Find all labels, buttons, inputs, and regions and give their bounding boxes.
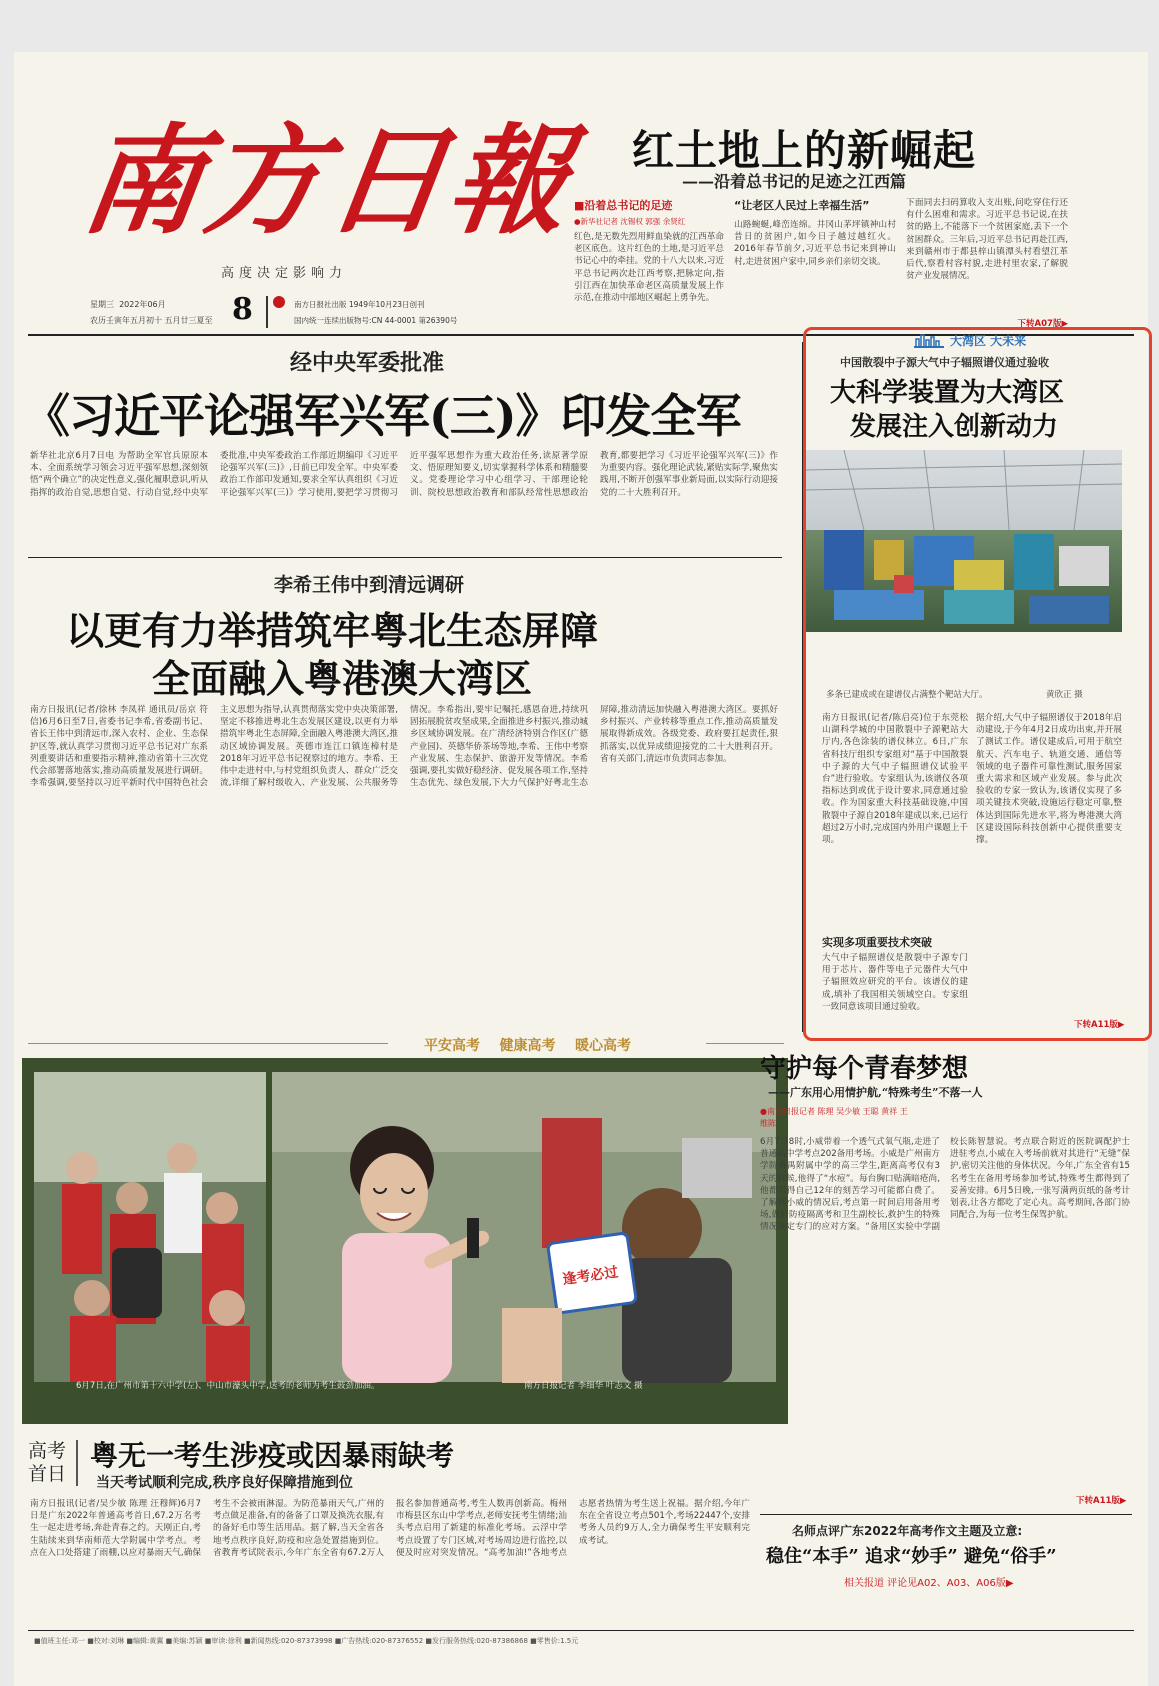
weekday: 星期三 [90, 300, 114, 309]
lead-headline: 《习近平论强军兴军(三)》印发全军 [24, 389, 741, 443]
bay-kicker: 中国散裂中子源大气中子辐照谱仪通过验收 [840, 356, 1049, 369]
bay-area-label: 大湾区 大未来 [950, 334, 1027, 348]
banner-rule-left [28, 1043, 388, 1044]
bay-headline-2: 发展注入创新动力 [850, 412, 1059, 442]
second-headline-2: 全面融入粤港澳大湾区 [152, 656, 533, 701]
top-story-subhead: ——沿着总书记的足迹之江西篇 [682, 172, 907, 191]
bay-text-b: 大气中子辐照谱仪是散裂中子源专门用于芯片、器件等电子元器件大气中子辐照效应研究的平台。该谱仪的建成,填补了我国相关领域空白。专家组一致同意该项目通过验收。 [822, 953, 968, 1012]
masthead-slogan: 高度决定影响力 [221, 266, 348, 281]
top-story-headline: 红土地上的新崛起 [632, 126, 977, 175]
commentary-headline: 稳住“本手” 追求“妙手” 避免“俗手” [766, 1546, 1057, 1567]
exam-subhead: 当天考试顺利完成,秩序良好保障措施到位 [96, 1475, 353, 1491]
gaokao-photo-credit: 南方日报记者 李细华 叶志文 摄 [524, 1381, 643, 1391]
top-story-col3 [906, 197, 1068, 329]
second-headline-1: 以更有力举措筑牢粤北生态屏障 [66, 608, 599, 653]
exam-label [28, 1440, 66, 1486]
bay-headline-1: 大科学装置为大湾区 [830, 378, 1065, 408]
bay-subhead: 实现多项重要技术突破 [822, 936, 932, 949]
banner-item: 健康高考 [499, 1038, 556, 1054]
footer-rule [28, 1630, 1134, 1631]
gaokao-photo [22, 1058, 788, 1424]
top-story-byline: ●新华社记者 沈锡权 郭强 余贤红 [574, 217, 686, 226]
second-text: 南方日报讯(记者/徐林 李凤祥 通讯员/岳京 符信)6月6日至7日,省委书记李希,省委副书记、省长王伟中到清远市,深入农村、企业、生态保护区等,就认真学习贯彻习近平总书记对广东系列重要讲话和重要指示精神,推动省第十三次党代会部署落地落实,推动高质量发展进行调研。李希强调,要坚持以习近平新时代中国特色社会主义思想为指导,认真贯彻落实党中央决策部署,坚定不移推进粤北生态发展区建设,以更有力举措筑牢粤北生态屏障,全面融入粤港澳大湾区,推动区域协调发展。英德市连江口镇连樟村是2018年习近平总书记视察过的地方。李希、王伟中走进村中,与村党组织负责人、群众广泛交流,详细了解村级收入、产业发展、公共服务等情况。李希指出,要牢记嘱托,感恩奋进,持续巩固拓展脱贫攻坚成果,全面推进乡村振兴,推动城乡区域协调发展。在广清经济特别合作区(广德产业园)、英德华侨茶场等地,李希、王伟中考察产业发展、生态保护、旅游开发等情况。李希强调,要扎实做好稳经济、促发展各项工作,坚持生态优先、绿色发展,下大力气保护好粤北生态屏障,推动清远加快融入粤港澳大湾区。要抓好乡村振兴、产业转移等重点工作,推动高质量发展取得新成效。各级党委、政府要扛起责任,狠抓落实,以优异成绩迎接党的二十大胜利召开。省有关部门,清远市负责同志参加。 [30, 705, 778, 789]
day-number: 8 [232, 292, 253, 327]
gaokao-photo-caption: 6月7日,在广州市第十六中学(左)、中山市濠头中学,送考的老师为考生鼓劲加油。 [76, 1381, 380, 1391]
bay-text-a: 南方日报讯(记者/陈启亮)位于东莞松山湖科学城的中国散裂中子源靶站大厅内,各色涂装的谱仪林立。6日,广东省科技厅组织专家组对“基于中国散裂中子源的大气中子辐照谱仪试验平台”进行验收。专家组认为,该谱仪各项指标达到或优于设计要求,同意通过验收。作为国家重大科技基础设施,中国散裂中子源自2018年建成以来,已运行超过2万小时,完成国内外用户课题上千项。 [822, 713, 968, 846]
date: 2022年06月 [119, 300, 166, 309]
youth-subhead: ——广东用心用情护航,“特殊考生”不落一人 [768, 1086, 983, 1099]
youth-headline: 守护每个青春梦想 [760, 1054, 969, 1084]
commentary-kicker: 名师点评广东2022年高考作文主题及立意: [792, 1524, 1023, 1538]
banner-item: 暖心高考 [575, 1038, 631, 1054]
footer-info: ■值班主任:邓一 ■校对:刘琳 ■编辑:黄翼 ■美编:苏颖 ■审读:徐利 ■新闻热线:020-87373998 ■广告热线:020-87376552 ■发行服务热线:020-87386868 ■零售价:1.5元 [34, 1637, 579, 1645]
lunar-date: 农历壬寅年五月初十 五月廿三夏至 [90, 316, 213, 325]
exam-text: 南方日报讯(记者/吴少敏 陈理 汪穆辉)6月7日是广东2022年普通高考首日,67.2万名考生一起走进考场,奔赴青春之约。天刚正白,考生陆续来到华南师范大学附属中学考点。考点在入口处搭建了雨棚,以应对暴雨天气,确保考生不会被雨淋湿。为防范暴雨天气,广州的考点做足准备,有的备备了口罩及换洗衣服,有的备好毛巾等生活用品。据了解,当天全省各地考点秩序良好,防疫和应急处置措施到位。省教育考试院表示,今年广东全省有67.2万人报名参加普通高考,考生人数再创新高。梅州市梅县区东山中学考点,老师安抚考生情绪;汕头考点启用了新建的标准化考场。云浮中学考点设置了专门区域,对考场周边进行监控,以便及时应对突发情况。“高考加油!”各地考点志愿者热情为考生送上祝福。据介绍,今年广东在全省设立考点501个,考场22447个,安排考务人员约9万人,全力确保考生平安顺利完成考试。 [30, 1499, 750, 1558]
banner-item: 平安高考 [424, 1038, 480, 1054]
commentary-rule [760, 1514, 1132, 1515]
top-story-col2 [734, 197, 896, 331]
exam-label-divider [76, 1440, 78, 1486]
divider [28, 557, 782, 558]
lead-text: 新华社北京6月7日电 为帮助全军官兵原原本本、全面系统学习领会习近平强军思想,深刻领悟“两个确立”的决定性意义,强化履职意识,听从指挥的政治自觉,思想自觉、行动自觉,经中央军委批准,中央军委政治工作部近期编印《习近平论强军兴军(三)》,日前已印发全军。中央军委政治工作部印发通知,要求全军认真组织《习近平论强军兴军(三)》学习使用,要把学习贯彻习近平强军思想作为重大政治任务,读原著学原文、悟原理知要义,切实掌握科学体系和精髓要义。党委理论学习中心组学习、干部理论轮训、院校思想政治教育和部队经常性思想政治教育,都要把学习《习近平论强军兴军(三)》作为重要内容。强化理论武装,紧贴实际学,聚焦实践用,不断开创强军事业新局面,以实际行动迎接党的二十大胜利召开。 [30, 451, 778, 498]
top-story-text-2: 山路蜿蜒,峰峦连绵。井冈山茅坪镇神山村昔日的贫困户,如今日子越过越红火。2016年春节前夕,习近平总书记来到神山村,走进贫困户家中,同乡亲们亲切交谈。 [734, 220, 896, 267]
gaokao-banner [424, 1035, 631, 1055]
top-story-col2-kicker: “让老区人民过上幸福生活” [734, 199, 870, 212]
bay-jump: 下转A11版▶ [1074, 1020, 1125, 1030]
exam-label-bottom: 首日 [28, 1463, 67, 1485]
exam-label-top: 高考 [28, 1440, 67, 1462]
gaokao-photo-frame [22, 1058, 788, 1424]
youth-byline: ●南方日报记者 陈理 吴少敏 王聪 黄祥 王维陈 [760, 1107, 908, 1128]
highlight-annotation-box [803, 327, 1152, 1041]
top-story-col1 [574, 197, 724, 319]
masthead-divider [266, 296, 268, 328]
youth-jump: 下转A11版▶ [1076, 1496, 1127, 1506]
top-story-text-1: 红色,是无数先烈用鲜血染就的江西革命老区底色。这片红色的土地,是习近平总书记心中的牵挂。党的十八大以来,习近平总书记两次赴江西考察,把脉定向,指引江西在加快革命老区高质量发展上作示范,在推动中部地区崛起上勇争先。 [574, 232, 724, 304]
top-story-kicker: ■沿着总书记的足迹 [574, 199, 673, 212]
youth-text: 6月7日8时,小威带着一个透气式氧气瓶,走进了普通高中学考点202备用考场。小威是广州南方学院番禺附属中学的高三学生,距离高考仅有3天的时候,他得了“水痘”。每台胸口贴满暗疮尚,他都觉得自己12年的刻苦学习可能都白费了。了解到小威的情况后,考点第一时间启用备用考场,做好防疫隔离考和卫生副校长,救护生的特殊情况制定专门的应对方案。“备用区实验中学副校长陈智慧说。考点联合附近的医院调配护士进驻考点,小威在入考场前就对其进行“无缝”保护,密切关注他的身体状况。今年,广东全省有15名考生在备用考场参加考试,特殊考生都得到了妥善安排。6月5日晚,一张写满两页纸的备考计划表,让各方都吃了定心丸。高考期间,各部门协同配合,为每一位考生保驾护航。 [760, 1137, 1130, 1233]
second-kicker: 李希王伟中到清远调研 [274, 574, 465, 596]
bay-photo-caption: 多条已建成或在建谱仪占满整个靶站大厅。 [826, 690, 988, 700]
banner-rule-right [706, 1043, 784, 1044]
exam-headline: 粤无一考生涉疫或因暴雨缺考 [90, 1439, 455, 1472]
top-story-text-3: 下面同去扫码算收入支出账,问吃穿住行还有什么困难和需求。习近平总书记说,在扶贫的路上,不能落下一个贫困家庭,丢下一个贫困群众。三年后,习近平总书记再赴江西,来到赣州市于都县梓山镇潭头村看望江革后代,察看村容村貌,走进村里农家,了解脱贫产业发展情况。 [906, 198, 1068, 282]
top-story-jump: 下转A07版▶ [1017, 319, 1068, 329]
masthead-dateline [90, 297, 290, 329]
bay-photo-credit: 黄欣正 摄 [1046, 690, 1083, 700]
logo-mark-icon [273, 296, 285, 308]
lead-kicker: 经中央军委批准 [290, 350, 445, 376]
bay-text-c: 据介绍,大气中子辐照谱仪于2018年启动建设,于今年4月2日成功出束,并开展了测试工作。谱仪建成后,可用于航空航天、汽车电子、轨道交通、通信等领域的电子器件可靠性测试,服务国家重大需求和区域产业发展。参与此次验收的专家一致认为,该谱仪实现了多项关键技术突破,设施运行稳定可靠,整体达到国际先进水平,将为粤港澳大湾区建设国际科技创新中心提供重要支撑。 [976, 713, 1122, 846]
publisher: 南方日报社出版 1949年10月23日创刊 [294, 300, 425, 309]
issn: 国内统一连续出版物号:CN 44-0001 第26390号 [294, 316, 458, 325]
masthead-publisher-info [294, 297, 457, 329]
masthead-logo: 南方日報 [74, 111, 582, 250]
photo-sign-text: 逢考必过 [561, 1264, 620, 1289]
commentary-jump: 相关报道 评论见A02、A03、A06版▶ [844, 1578, 1014, 1589]
